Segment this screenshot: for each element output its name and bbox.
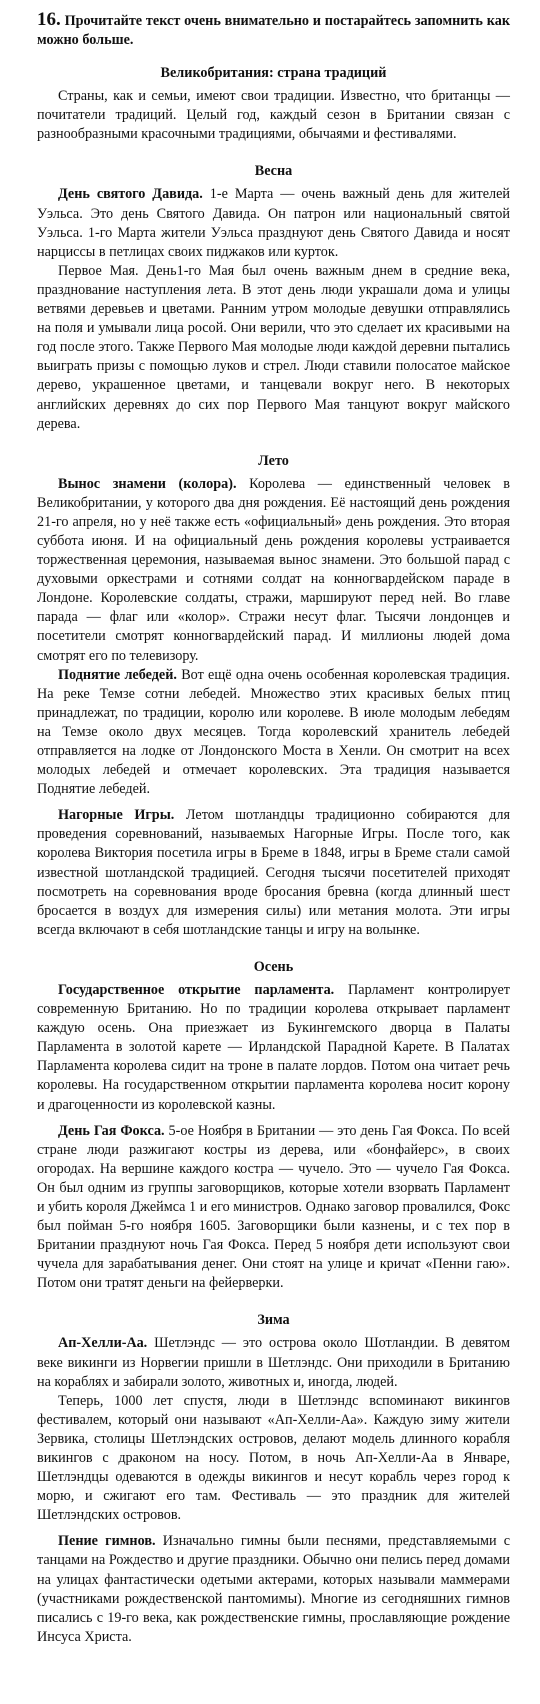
paragraph-up-helly-aa-2: Теперь, 1000 лет спустя, люди в Шетлэндс вспоминают викингов фестивалем, который они называют «Ап-Хелли-Аа». Каждую зиму жители Зервика, столицы Шетлэндских островов, делают модель длинного корабля викингов с драконом на носу. Потом, в ночь Ап-Хелли-Аа в Январе, Шетлэндцы одеваются в одежды викингов и несут корабль через город к морю, и сжигают его там. Фестиваль — это праздник для жителей Шетлэндских островов.	[37, 1392, 510, 1524]
text-swan-upping: Вот ещё одна очень особенная королевская традиция. На реке Темзе сотни лебедей. Множество этих красивых белых птиц принадлежат, по традиции, королю или королеве. В июле молодым лебедям на Темзе около двух месяцев. Тогда королевский хранитель лебедей отправляется на лодке от Лондонского Моста в Хенли. Он смотрит на всех молодых лебедей и отмечает королевских. Эта традиция называется Поднятие лебедей.	[37, 666, 511, 798]
text-up-helly-aa: Шетлэндс — это острова около Шотландии. В девятом веке викинги из Норвегии пришли в Шетлэндс. Они приходили в Британию на кораблях и забирали золото, животных и, иногда, людей.	[37, 1335, 510, 1390]
heading-spring: Весна	[254, 163, 293, 180]
heading-winter: Зима	[257, 1312, 290, 1329]
text-guy-fawkes: 5-ое Ноября в Британии — это день Гая Фокса. По всей стране люди разжигают костры из дерева, или «бонфайерс», в своих огородах. На вершине каждого костра — чучело. Это — чучело Гая Фокса. Он был одним из группы заговорщиков, которые хотели взорвать Парламент и убить короля Джеймса 1 и его министров. Однако заговор провалился, Фокс был пойман 5-го ноября 1605. Заговорщики были казнены, и с тех пор в Британии празднуют ночь Гая Фокса. Перед 5 ноября дети используют свои чучела для зарабатывания денег. Они стоят на улице и кричат «Пенни гаю». Потом они тратят деньги на фейерверки.	[37, 1122, 511, 1292]
lead-highland-games: Нагорные Игры.	[58, 807, 175, 824]
lead-guy-fawkes: День Гая Фокса.	[58, 1122, 165, 1139]
intro-paragraph: Страны, как и семьи, имеют свои традиции. Известно, что британцы — почитатели традиций. Целый год, каждый сезон в Британии связан с разнообразными красочными традициями, обычаями и фестивалями.	[37, 88, 510, 143]
paragraph-guy-fawkes	[37, 1122, 510, 1294]
heading-autumn: Осень	[253, 958, 294, 975]
task-number: 16.	[37, 9, 61, 30]
paragraph-carols	[37, 1532, 510, 1647]
text-parliament: Парламент контролирует современную Британию. Но по традиции королева открывает парламент каждую осень. Она приезжает из Букингемского дворца в Палаты Парламента в золотой карете — Ирландской Парадной Карете. В Палатах Парламента королева сидит на троне в палате лордов. Потом она читает речь королевы. На государственном открытии парламента королева носит корону и драгоценности из королевской казны.	[37, 981, 510, 1113]
lead-up-helly-aa: Ап-Хелли-Аа.	[58, 1335, 148, 1352]
task-instruction: Прочитайте текст очень внимательно и постарайтесь запомнить как можно больше.	[37, 13, 510, 49]
lead-trooping-colour: Вынос знамени (колора).	[58, 475, 237, 492]
paragraph-up-helly-aa	[37, 1334, 510, 1391]
text-trooping-colour: Королева — единственный человек в Великобритании, у которого два дня рождения. Её настоящий день рождения 21-го апреля, но у неё также есть «официальный» день рождения. Это вторая суббота июня. И на официальный день рождения королевы устраивается торжественная церемония, называемая вынос знамени. Это большой парад с духовыми оркестрами и сотнями солдат на конногвардейском параде в Лондоне. Королевские солдаты, стражи, маршируют перед ней. Во главе парада — флаг или «колор». Стражи несут флаг. Тысячи лондонцев и посетители смотрят конногвардейский парад. И миллионы людей дома смотрят его по телевизору.	[37, 475, 511, 664]
document-title: Великобритания: страна традиций	[160, 65, 387, 82]
task-header	[37, 10, 510, 50]
lead-st-david: День святого Давида.	[58, 186, 203, 203]
paragraph-swan-upping	[37, 666, 510, 800]
paragraph-may-day: Первое Мая. День1-го Мая был очень важным днем в средние века, празднование наступления лета. В этот день люди украшали дома и улицы ветвями деревьев и цветами. Ранним утром молодые девушки отправлялись на поля и умывали лица росой. Они верили, что это сделает их красивыми на год после этого. Также Первого Мая молодые люди каждой деревни пытались выиграть призы с помощью луков и стрел. Люди ставили полосатое майское дерево, украшенное цветами, и танцевали вокруг него. В некоторых английских деревнях до сих пор Первого Мая танцуют вокруг майского дерева.	[37, 262, 510, 432]
paragraph-parliament	[37, 981, 510, 1115]
lead-parliament: Государственное открытие парламента.	[58, 981, 335, 998]
paragraph-trooping-colour	[37, 475, 510, 666]
text-highland-games: Летом шотландцы традиционно собираются для проведения соревнований, называемых Нагорные Игры. После того, как королева Виктория посетила игры в Бреме в 1848, игры в Бреме стали самой известной шотландской традицией. Сегодня тысячи посетителей приходят посмотреть на соревнования вроде бросания бревна (когда длинный шест бросается в воздух для измерения силы) или метания молота. Эти игры всегда включают в себя шотландские танцы и игру на волынке.	[37, 807, 510, 938]
lead-swan-upping: Поднятие лебедей.	[58, 666, 177, 683]
heading-summer: Лето	[258, 452, 289, 469]
paragraph-st-david	[37, 185, 510, 261]
lead-carols: Пение гимнов.	[58, 1533, 156, 1550]
text-carols: Изначально гимны были песнями, представляемыми с танцами на Рождество и другие праздники. Обычно они пелись перед домами на улицах фантастически одетыми актерами, которых называли маммерами (участниками рождественской пантомимы). Многие из сегодняшних гимнов писались с 19-го века, как рождественские гимны, прославляющие рождение Инсуса Христа.	[37, 1533, 511, 1645]
text-st-david: 1-е Марта — очень важный день для жителей Уэльса. Это день Святого Давида. Он патрон или национальный святой Уэльса. 1-го Марта жители Уэльса празднуют день Святого Давида и носят нарциссы в петлицах своих пиджаков или курток.	[37, 186, 510, 260]
paragraph-highland-games	[37, 806, 510, 940]
